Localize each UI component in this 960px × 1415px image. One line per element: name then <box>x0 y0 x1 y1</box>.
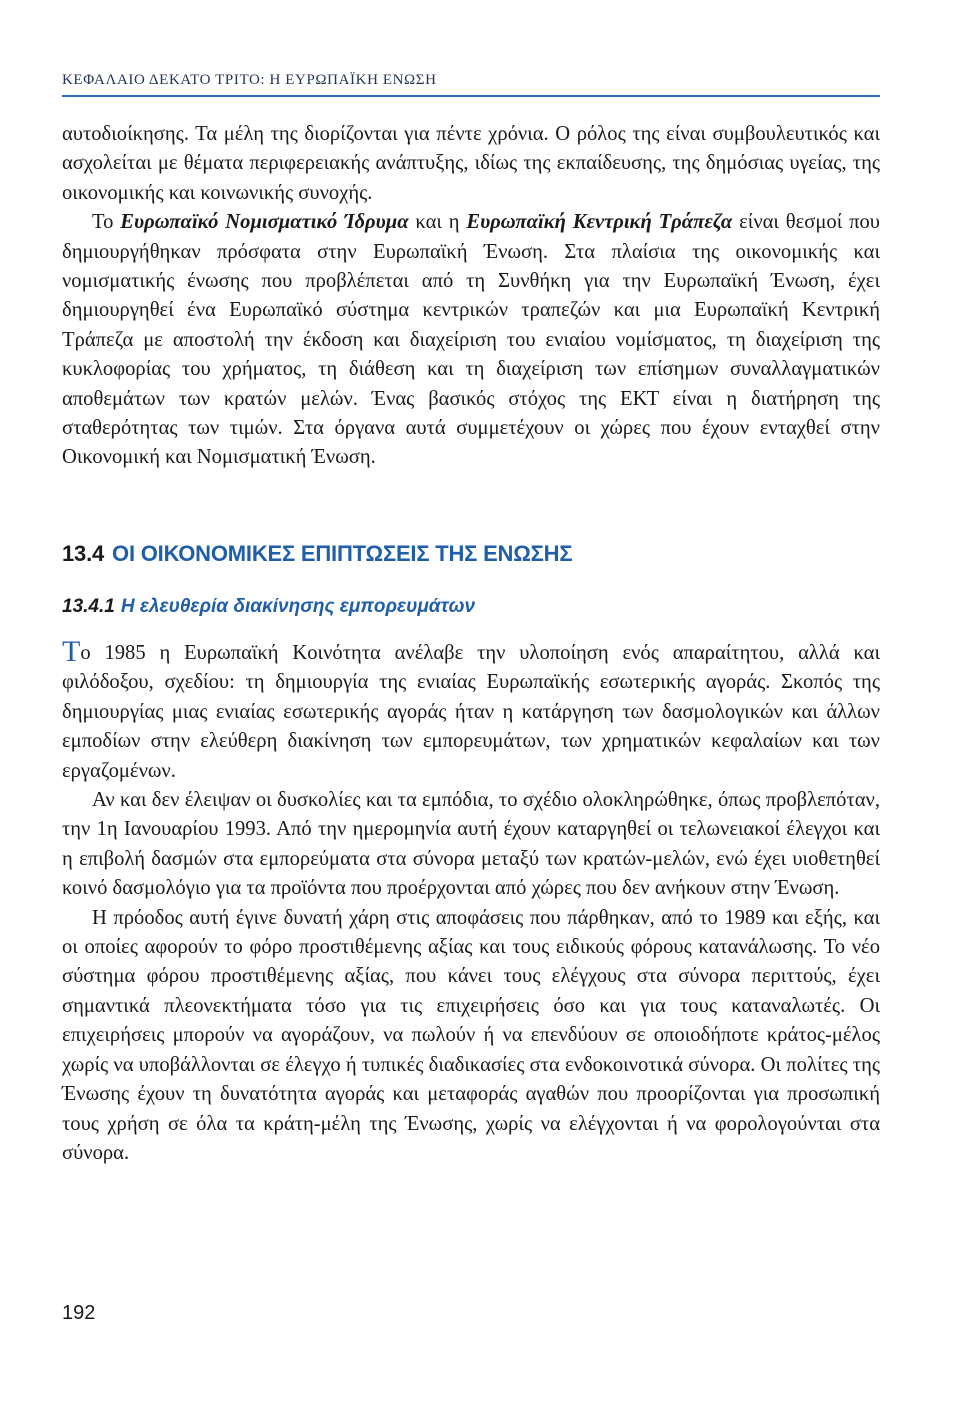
intro-paragraph-1: αυτοδιοίκησης. Τα μέλη της διορίζονται για πέντε χρόνια. Ο ρόλος της είναι συμβουλευτικός και ασχολείται με θέματα περιφερειακής ανάπτυξης, ιδίως της εκπαίδευσης, της δημόσιας υγείας, της οικονομικής και κοινωνικής συνοχής. <box>62 123 880 204</box>
intro-paragraph-2 <box>62 208 880 473</box>
section-title: ΟΙ ΟΙΚΟΝΟΜΙΚΕΣ ΕΠΙΠΤΩΣΕΙΣ ΤΗΣ ΕΝΩΣΗΣ <box>112 541 573 566</box>
running-header: ΚΕΦΑΛΑΙΟ ΔΕΚΑΤΟ ΤΡΙΤΟ: Η ΕΥΡΩΠΑΪΚΗ ΕΝΩΣΗ <box>62 72 437 88</box>
section-heading <box>62 541 880 567</box>
drop-cap: Τ <box>62 635 81 668</box>
intro-text <box>62 120 880 473</box>
subsection-number: 13.4.1 <box>62 596 115 617</box>
intro-p2-rest: είναι θεσμοί που δημιουργήθηκαν πρόσφατα στην Ευρωπαϊκή Ένωση. Στα πλαίσια της οικονομικής και νομισματικής ένωσης που προβλέπεται από τη Συνθήκη για την Ευρωπαϊκή Ένωση, έχει δημιουργηθεί ένα Ευρωπαϊκό σύστημα κεντρικών τραπεζών και μια Ευρωπαϊκή Κεντρική Τράπεζα με αποστολή την έκδοση και διαχείριση του ενιαίου νομίσματος, τη διαχείριση της κυκλοφορίας του χρήματος, τη διάθεση και τη διαχείριση των επίσημων συναλλαγματικών αποθεμάτων των κρατών μελών. Ένας βασικός στόχος της ΕΚΤ είναι η διατήρηση της σταθερότητας των τιμών. Στα όργανα αυτά συμμετέχουν οι χώρες που έχουν ενταχθεί στην Οικονομική και Νομισματική Ένωση. <box>62 211 880 469</box>
body-paragraph-3: Η πρόοδος αυτή έγινε δυνατή χάρη στις αποφάσεις που πάρθηκαν, από το 1989 και εξής, και οι οποίες αφορούν το φόρο προστιθέμενης αξίας και τους ειδικούς φόρους κατανάλωσης. Το νέο σύστημα φόρου προστιθέμενης αξίας, που κάνει τους ελέγχους στα σύνορα περιττούς, έχει σημαντικά πλεονεκτήματα τόσο για τις επιχειρήσεις όσο και για τους καταναλωτές. Οι επιχειρήσεις μπορούν να αγοράζουν, να πωλούν ή να επενδύουν σε οποιοδήποτε κράτος-μέλος χωρίς να υποβάλλονται σε έλεγχο ή τυπικές διαδικασίες στα ενδοκοινοτικά σύνορα. Οι πολίτες της Ένωσης έχουν τη δυνατότητα αγοράς και μεταφοράς αγαθών που προορίζονται για προσωπική τους χρήση σε όλα τα κράτη-μέλη της Ένωσης, χωρίς να ελέγχονται ή να φορολογούνται στα σύνορα. <box>62 906 880 1164</box>
term-european-monetary-institute: Ευρωπαϊκό Νομισματικό Ίδρυμα <box>120 211 409 234</box>
body-paragraph-2: Αν και δεν έλειψαν οι δυσκολίες και τα εμπόδια, το σχέδιο ολοκληρώθηκε, όπως προβλεπόταν, την 1η Ιανουαρίου 1993. Από την ημερομηνία αυτή έχουν καταργηθεί οι τελωνειακοί έλεγχοι και η επιβολή δασμών στα εμπορεύματα στα σύνορα μεταξύ των κρατών-μελών, ενώ έχει υιοθετηθεί κοινό δασμολόγιο για τα προϊόντα που προέρχονται από χώρες που δεν ανήκουν στην Ένωση. <box>62 789 880 900</box>
section-number: 13.4 <box>62 541 105 566</box>
subsection-title: Η ελευθερία διακίνησης εμπορευμάτων <box>120 596 476 617</box>
subsection-heading <box>62 596 880 618</box>
header-rule <box>62 95 880 97</box>
body-paragraph-1 <box>62 635 880 786</box>
body-p1-rest: ο 1985 η Ευρωπαϊκή Κοινότητα ανέλαβε την υλοποίηση ενός απαραίτητου, αλλά και φιλόδοξου, σχεδίου: τη δημιουργία της ενιαίας Ευρωπαϊκής εσωτερικής αγοράς. Σκοπός της δημιουργίας μιας ενιαίας εσωτερικής αγοράς ήταν η κατάργηση των δασμολογικών και άλλων εμποδίων στην ελεύθερη διακίνηση των εμπορευμάτων, των χρηματικών κεφαλαίων και των εργαζομένων. <box>62 642 880 782</box>
body-text <box>62 635 880 1168</box>
page-number: 192 <box>62 1302 96 1324</box>
term-european-central-bank: Ευρωπαϊκή Κεντρική Τράπεζα <box>466 211 733 234</box>
intro-p2-middle: και η <box>408 211 467 234</box>
intro-p2-start: Το <box>92 211 121 234</box>
